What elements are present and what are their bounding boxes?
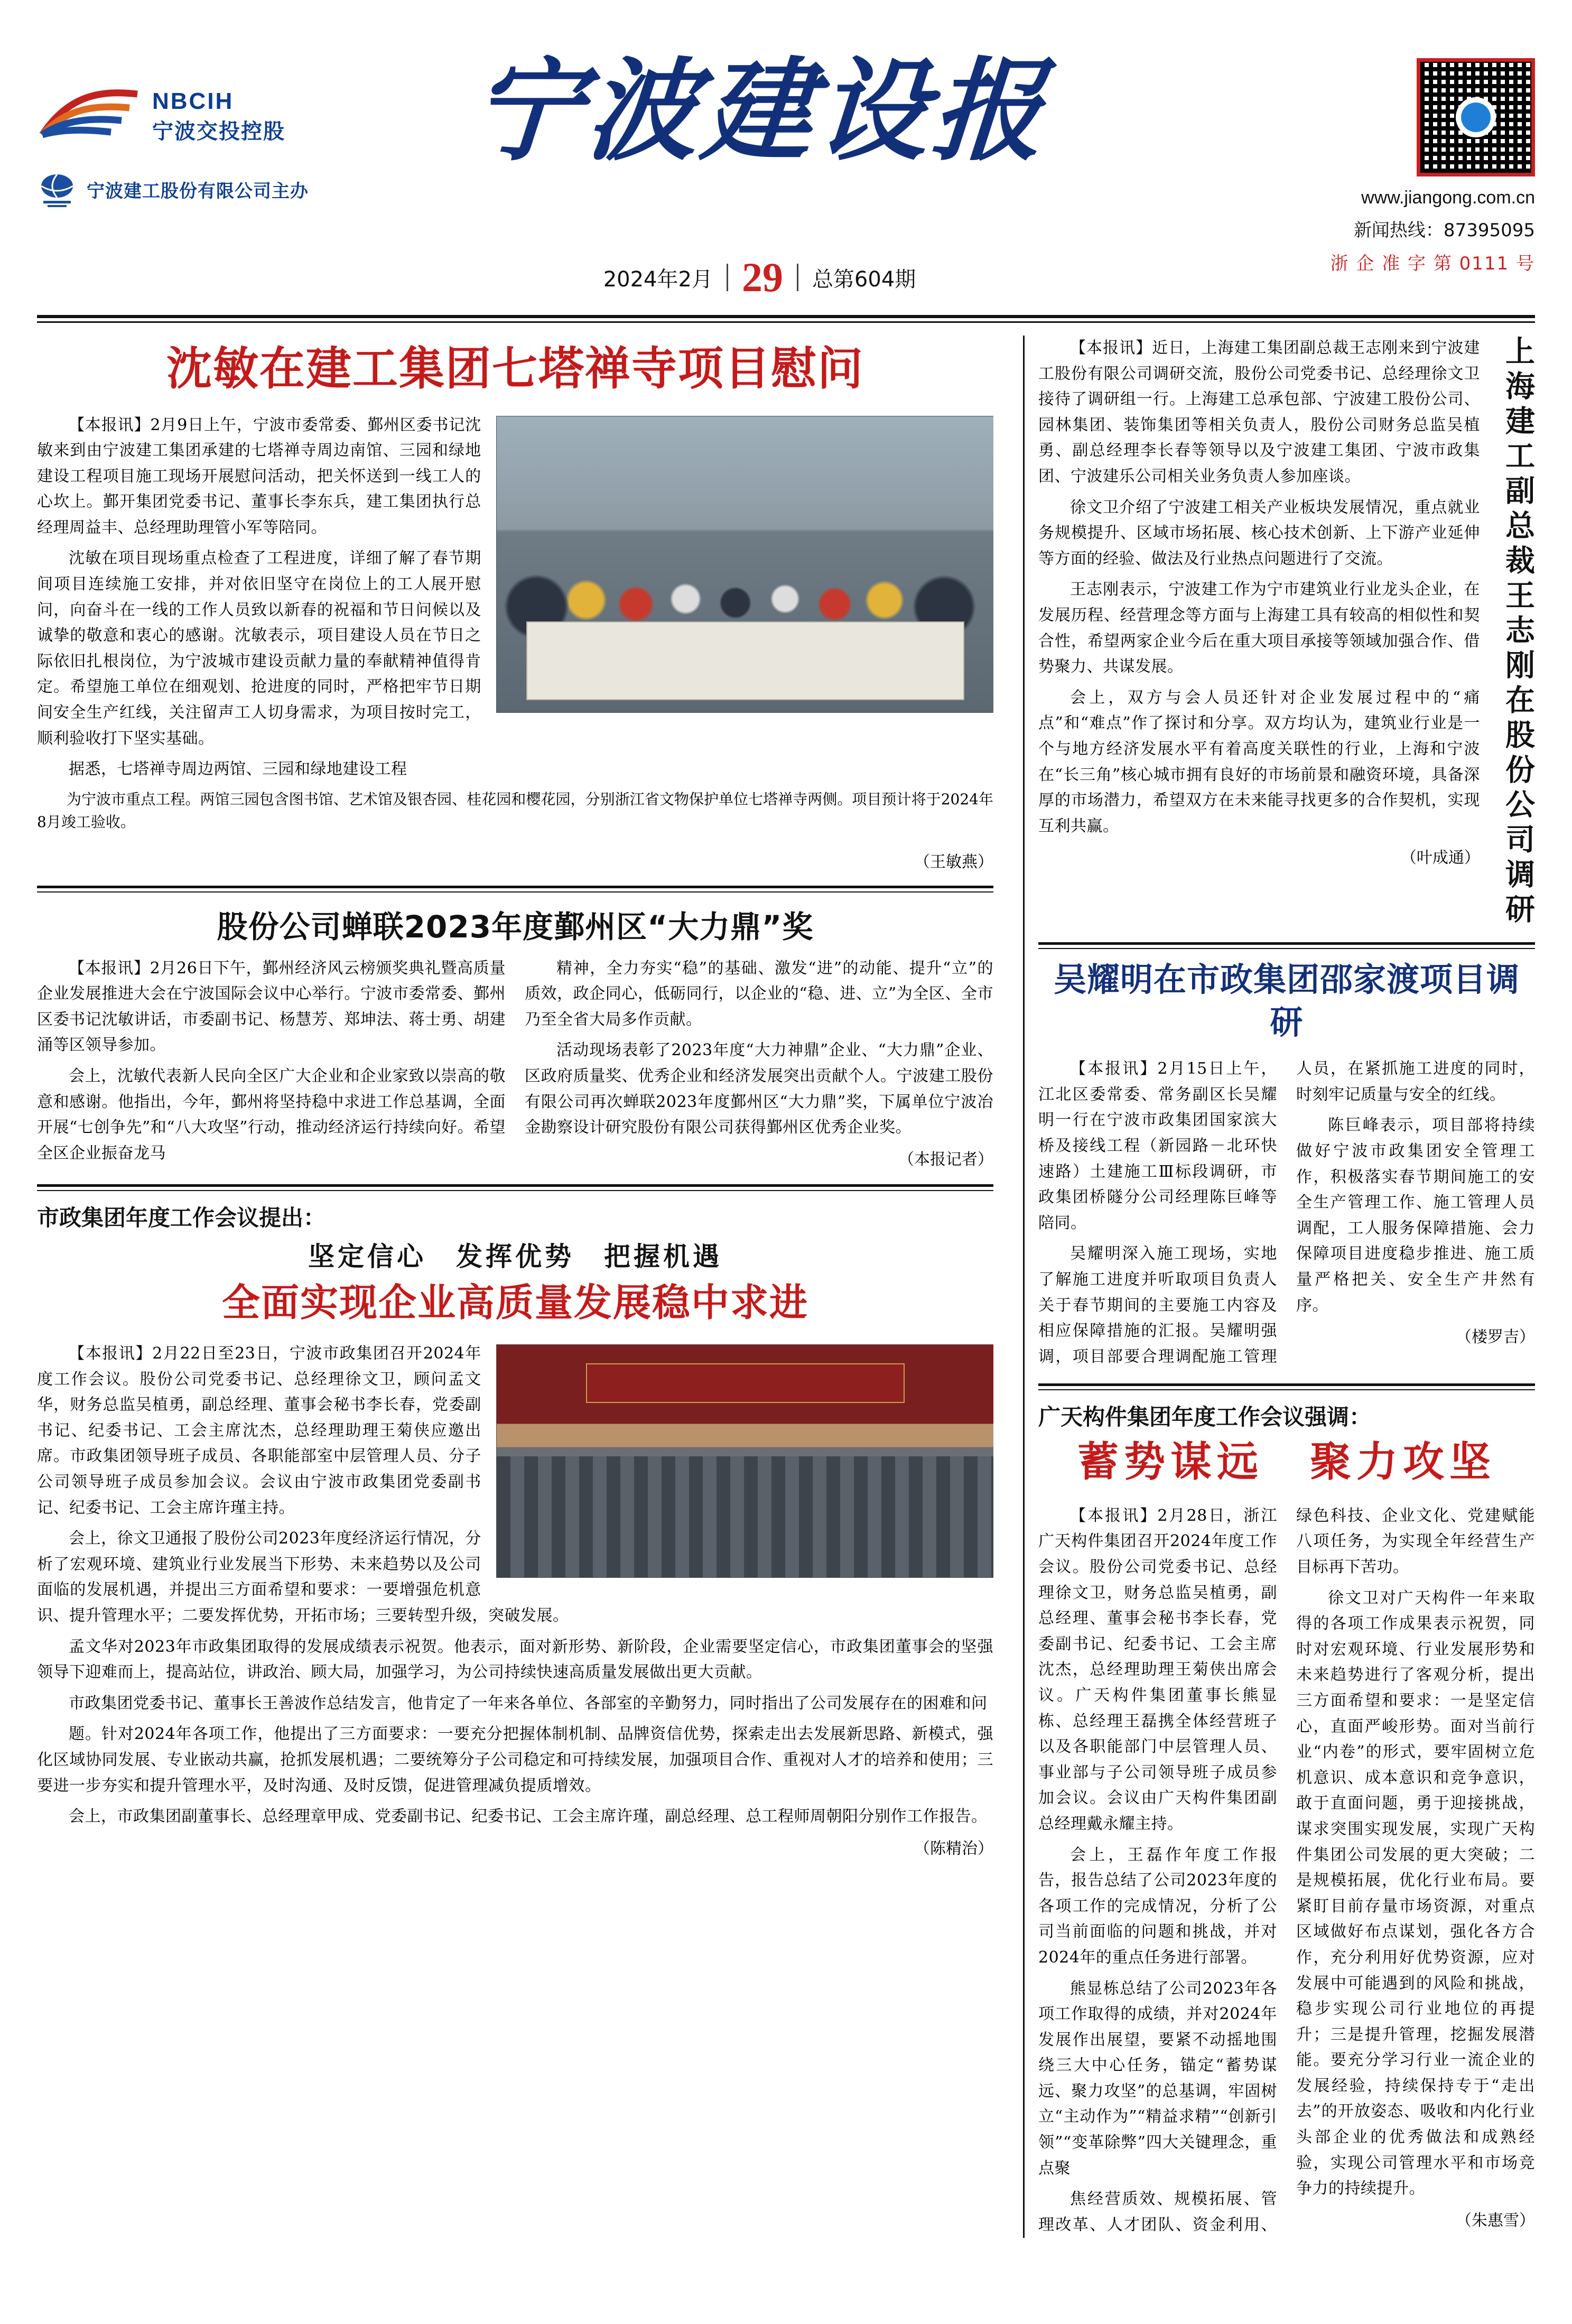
issue-date: 2024年2月 xyxy=(603,267,713,292)
sponsor-block xyxy=(37,169,312,209)
qr-code[interactable] xyxy=(1417,58,1535,176)
lead-byline: （王敏燕） xyxy=(914,852,993,871)
lead-headline: 沈敏在建工集团七塔禅寺项目慰问 xyxy=(166,342,864,395)
column-divider xyxy=(1023,336,1025,2238)
lead-photo xyxy=(496,416,993,713)
shanghai-paragraph: 【本报讯】近日，上海建工集团副总裁王志刚来到宁波建工股份有限公司调研交流，股份公司党委书记、总经理徐文卫接待了调研组一行。上海建工总承包部、宁波建工股份公司、园林集团、装饰集团等相关负责人，股份公司财务总监吴植勇、副总经理李长春等领导以及宁波建工集团、宁波市政集团、宁波建乐公司相关业务负责人参加座谈。 xyxy=(1038,339,1480,486)
gtgj-kicker: 广天构件集团年度工作会议强调： xyxy=(1038,1404,1372,1430)
page-title: 宁波建设报 xyxy=(467,45,1053,176)
award-paragraph: 会上，沈敏代表新人民向全区广大企业和企业家致以崇高的敬意和感谢。他指出，今年，鄞州将坚持稳中求进工作总基调，全面开展“七创争先”和“八大攻坚”行动，推动经济运行持续向好。希望全区企业振奋龙马 xyxy=(37,1066,506,1163)
left-column xyxy=(37,336,1009,2238)
award-byline: （本报记者） xyxy=(898,1150,993,1169)
website-url[interactable]: www.jiangong.com.cn xyxy=(1361,188,1535,208)
szjt-byline: （陈精治） xyxy=(914,1839,993,1858)
gtgj-paragraph: 【本报讯】2月28日，浙江广天构件集团召开2024年度工作会议。股份公司党委书记、总经理徐文卫，财务总监吴植勇，副总经理、董事会秘书李长春，党委副书记、纪委书记、工会主席沈杰，总经理助理王菊侠出席会议。广天构件集团董事长熊显栋、总经理王磊携全体经营班子以及各职能部门中层管理人员、事业部与子公司领导班子成员参加会议。会议由广天构件集团副总经理戴永耀主持。 xyxy=(1038,1506,1277,1833)
award-paragraph: 活动现场表彰了2023年度“大力神鼎”企业、“大力鼎”企业、区政府质量奖、优秀企业和经济发展突出贡献个人。宁波建工股份有限公司再次蝉联2023年度鄞州区“大力鼎”奖，下属单位宁波冶金勘察设计研究股份有限公司获得鄞州区优秀企业奖。 xyxy=(525,1041,993,1137)
photo-audience xyxy=(497,1456,993,1577)
shanghai-article-text xyxy=(1038,336,1491,868)
gtgj-paragraph: 焦经营质效、规模拓展、管理改革、人才团队、资金利用、绿色科技、企业文化、党建赋能八项任务，为实现全年经营生产目标再下苦功。 xyxy=(1038,1506,1535,2234)
logo-en-text: NBCIH xyxy=(152,88,234,114)
award-article xyxy=(37,956,993,1170)
masthead xyxy=(37,32,1535,275)
shanghai-article xyxy=(1038,336,1535,928)
divider xyxy=(797,264,798,291)
logo-block xyxy=(37,53,312,209)
issue-total: 总第604期 xyxy=(812,267,916,292)
issue-number: 29 xyxy=(741,254,783,300)
wuyaoming-paragraph: 吴耀明深入施工现场，实地了解施工进度并听取项目负责人关于春节期间的主要施工内容及相应保障措施的汇报。吴耀明强调，项目部要合理调配施工管理人员，在紧抓施工进度的同时，时刻牢记质量与安全的红线。 xyxy=(1038,1059,1535,1366)
lead-article xyxy=(37,413,993,872)
section-rule xyxy=(37,1184,993,1191)
shanghai-vertical-headline: 上海建工副总裁王志刚在股份公司调研 xyxy=(1501,336,1535,928)
szjt-paragraph: 孟文华对2023年市政集团取得的发展成绩表示祝贺。他表示，面对新形势、新阶段，企业需要坚定信心，市政集团董事会的坚强领导下迎难而上，提高站位，讲政治、顾大局，加强学习，为公司持续快速高质量发展做出更大贡献。 xyxy=(37,1637,993,1682)
gtgj-paragraph: 熊显栋总结了公司2023年各项工作取得的成绩，并对2024年发展作出展望，要紧不动摇地围绕三大中心任务，锚定“蓄势谋远、聚力攻坚”的总基调，牢固树立“主动作为”“精益求精”“创新引领”“变革除弊”四大关键理念，重点聚 xyxy=(1038,1979,1277,2178)
gtgj-paragraph: 徐文卫对广天构件一年来取得的各项工作成果表示祝贺，同时对宏观环境、行业发展形势和未来趋势进行了客观分析，提出三方面希望和要求：一是坚定信心，直面严峻形势。面对当前行业“内卷”的形式，要牢固树立危机意识、成本意识和竞争意识，敢于直面问题，勇于迎接挑战，谋求突围实现发展，实现广天构件集团公司发展的更大突破；二是规模拓展，优化行业布局。要紧盯目前存量市场资源，对重点区域做好布点谋划，强化各方合作，充分利用好优势资源，应对发展中可能遇到的风险和挑战，稳步实现公司行业地位的再提升；三是提升管理，挖掘发展潜能。要充分学习行业一流企业的发展经验，持续保持专于“走出去”的开放姿态、吸收和内化行业头部企业的优秀做法和成熟经验，实现公司管理水平和市场竞争力的持续提升。 xyxy=(1296,1588,1535,2198)
paper-title-block xyxy=(312,45,1207,176)
szjt-paragraph: 会上，市政集团副董事长、总经理章甲成、党委副书记、纪委书记、工会主席许瑾，副总经理、总工程师周朝阳分别作工作报告。 xyxy=(69,1807,988,1826)
gtgj-headline: 蓄势谋远 聚力攻坚 xyxy=(1077,1438,1496,1486)
szjt-paragraph: 市政集团党委书记、董事长王善波作总结发言，他肯定了一年来各单位、各部室的辛勤努力，同时指出了公司发展存在的困难和问 xyxy=(69,1694,988,1713)
award-paragraph: 精神，全力夯实“稳”的基础、激发“进”的动能、提升“立”的质效，政企同心，低砺同行，以企业的“稳、进、立”为全区、全市乃至全省大局多作贡献。 xyxy=(525,959,993,1029)
swoosh-icon xyxy=(37,85,143,148)
szjt-paragraph: 会上，徐文卫通报了股份公司2023年度经济运行情况，分析了宏观环境、建筑业行业发展当下形势、未来趋势以及公司面临的发展机遇，并提出三方面希望和要求：一要增强危机意识、提升管理水平；二要发挥优势，开拓市场；三要转型升级，突破发展。 xyxy=(37,1529,569,1625)
shanghai-paragraph: 王志刚表示，宁波建工作为宁市建筑业行业龙头企业，在发展历程、经营理念等方面与上海建工具有较高的相似性和契合性，希望两家企业今后在重大项目承接等领域加强合作、借势聚力、共谋发展。 xyxy=(1038,580,1480,676)
szjt-paragraph: 【本报讯】2月22日至23日，宁波市政集团召开2024年度工作会议。股份公司党委书记、总经理徐文卫，顾问孟文华，财务总监吴植勇，副总经理、董事会秘书李长春，党委副书记、纪委书记、工会主席沈杰，总经理助理王菊侠应邀出席。市政集团领导班子成员、各职能部室中层管理人员、分子公司领导班子成员参加会议。会议由宁波市政集团党委副书记、纪委书记、工会主席许瑾主持。 xyxy=(37,1344,481,1517)
lead-photo-figure xyxy=(496,416,993,713)
shanghai-paragraph: 徐文卫介绍了宁波建工相关产业板块发展情况，重点就业务规模提升、区域市场拓展、核心技术创新、上下游产业延伸等方面的经验、做法及行业热点问题进行了交流。 xyxy=(1038,498,1480,568)
szjt-article xyxy=(37,1341,993,1858)
wuyaoming-paragraph: 【本报讯】2月15日上午，江北区委常委、常务副区长吴耀明一行在宁波市政集团国家滨大桥及接线工程（新园路－北环快速路）土建施工Ⅲ标段调研，市政集团桥隧分公司经理陈巨峰等陪同。 xyxy=(1038,1059,1277,1232)
shanghai-byline: （叶成通） xyxy=(1400,849,1480,868)
right-column xyxy=(1038,336,1535,2238)
gtgj-article xyxy=(1038,1503,1535,2238)
lead-paragraph: 沈敏在项目现场重点检查了工程进度，详细了解了春节期间项目连续施工安排，并对依旧坚守在岗位上的工人展开慰问，向奋斗在一线的工作人员致以新春的祝福和节日问候以及诚挚的敬意和衷心的感谢。沈敏表示，项目建设人员在节日之际依旧扎根岗位，为宁波城市建设贡献力量的奉献精神值得肯定。希望施工单位在细观划、抢进度的同时，严格把牢节日期间安全生产红线，关注留声工人切身需求，为项目按时完工，顺利验收打下坚实基础。 xyxy=(37,549,481,748)
szjt-headline: 全面实现企业高质量发展稳中求进 xyxy=(221,1280,808,1325)
szjt-subhead: 坚定信心 发挥优势 把握机遇 xyxy=(308,1241,722,1272)
szjt-photo-figure xyxy=(496,1344,993,1578)
section-rule xyxy=(37,886,993,893)
wuyaoming-article xyxy=(1038,1056,1535,1370)
photo-signboard xyxy=(526,621,964,701)
section-rule xyxy=(1038,1383,1535,1390)
szjt-paragraph: 题。针对2024年各项工作，他提出了三方面要求：一要充分把握体制机制、品牌资信优势，探索走出去发展新思路、新模式，强化区域协同发展、专业嵌动共赢，抢抓发展机遇；二要统筹分子公司稳定和可持续发展，加强项目合作、重视对人才的培养和使用；三要进一步夯实和提升管理水平，及时沟通、及时反馈，促进管理减负提质增效。 xyxy=(37,1725,993,1795)
company-logo xyxy=(37,85,312,148)
szjt-photo xyxy=(496,1344,993,1578)
logo-cn-text: 宁波交投控股 xyxy=(152,119,285,144)
award-headline: 股份公司蝉联2023年度鄞州区“大力鼎”奖 xyxy=(217,908,814,945)
info-block xyxy=(1207,53,1535,275)
award-paragraph: 【本报讯】2月26日下午，鄞州经济风云榜颁奖典礼暨高质量企业发展推进大会在宁波国际会议中心举行。宁波市委常委、鄞州区委书记沈敏讲话，市委副书记、杨慧芳、郑坤法、蒋士勇、胡建涌等区领导参加。 xyxy=(37,959,506,1055)
shanghai-paragraph: 会上，双方与会人员还针对企业发展过程中的“痛点”和“难点”作了探讨和分享。双方均认为，建筑业行业是一个与地方经济发展水平有着高度关联性的行业，上海和宁波在“长三角”核心城市拥有良好的市场前景和融资环境，具备深厚的市场潜力，希望双方在未来能寻找更多的合作契机，实现互利共赢。 xyxy=(1038,688,1480,835)
masthead-rule xyxy=(37,315,1535,318)
lead-paragraph: 据悉，七塔禅寺周边两馆、三园和绿地建设工程 xyxy=(69,760,407,779)
body-grid xyxy=(37,336,1535,2238)
szjt-kicker: 市政集团年度工作会议提出： xyxy=(37,1205,326,1231)
gtgj-byline: （朱惠雪） xyxy=(1456,2211,1535,2230)
gtgj-paragraph: 会上，王磊作年度工作报告，报告总结了公司2023年度的各项工作的完成情况，分析了公司当前面临的问题和挑战，并对2024年的重点任务进行部署。 xyxy=(1038,1845,1277,1967)
wuyaoming-paragraph: 陈巨峰表示，项目部将持续做好宁波市政集团安全管理工作，积极落实春节期间施工的安全生产管理工作、施工管理人员调配，工人服务保障措施、会力保障项目进度稳步推进、施工质量严格把关、安全生产井然有序。 xyxy=(1296,1116,1535,1315)
date-bar xyxy=(312,254,1207,301)
globe-icon xyxy=(37,169,77,209)
wuyaoming-headline: 吴耀明在市政集团邵家渡项目调研 xyxy=(1053,960,1520,1042)
masthead-rule-thin xyxy=(37,321,1535,323)
section-rule xyxy=(1038,942,1535,949)
lead-photo-caption: 为宁波市重点工程。两馆三园包含图书馆、艺术馆及银杏园、桂花园和樱花园，分别浙江省文物保护单位七塔禅寺两侧。项目预计将于2024年8月竣工验收。 xyxy=(37,790,993,831)
divider xyxy=(727,264,728,291)
news-hotline: 新闻热线：87395095 xyxy=(1353,220,1535,241)
wuyaoming-byline: （楼罗吉） xyxy=(1456,1328,1535,1347)
license-number: 浙 企 准 字 第 0111 号 xyxy=(1330,253,1535,274)
sponsor-text: 宁波建工股份有限公司主办 xyxy=(87,180,309,202)
lead-paragraph: 【本报讯】2月9日上午，宁波市委常委、鄞州区委书记沈敏来到由宁波建工集团承建的七塔禅寺周边南馆、三园和绿地建设工程项目施工现场开展慰问活动，把关怀送到一线工人的心坎上。鄞开集团党委书记、董事长李东兵，建工集团执行总经理周益丰、总经理助理管小军等陪同。 xyxy=(37,415,481,537)
photo-banner xyxy=(586,1363,904,1402)
